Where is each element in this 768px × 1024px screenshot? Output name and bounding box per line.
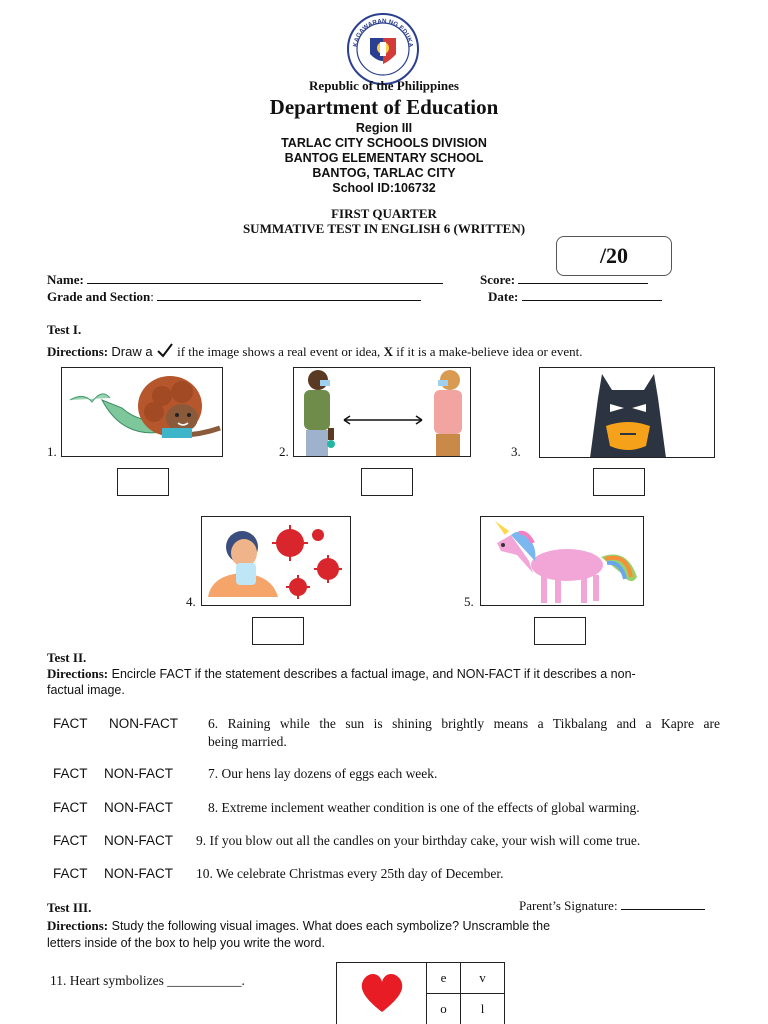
test1-dir-mid: if the image shows a real event or idea, [177,344,381,359]
letter-cell: l [461,994,505,1024]
test3-dir-text-1: Study the following visual images. What does each symbolize? Unscramble the [111,919,551,933]
seal-text: KAGAWARAN NG EDUKA [352,17,415,48]
address-line: BANTOG, TARLAC CITY [312,166,456,180]
question-11 [50,973,245,989]
question-11-text: 11. Heart symbolizes [50,973,164,988]
deped-seal-logo [346,12,420,86]
nonfact-choice-9[interactable]: NON-FACT [104,833,173,848]
fact-choice-10[interactable]: FACT [53,866,88,881]
test3-directions-line1 [47,918,550,934]
test1-dir-after: if it is a make-believe idea or event. [396,344,583,359]
grade-section-blank[interactable] [157,289,421,301]
unicorn-image [480,516,644,606]
test-title: SUMMATIVE TEST IN ENGLISH 6 (WRITTEN) [242,221,526,236]
statement-10: 10. We celebrate Christmas every 25th day of December. [196,866,504,881]
test3-directions-line2: letters inside of the box to help you write the word. [47,936,325,950]
statement-9: 9. If you blow out all the candles on your birthday cake, your wish will come true. [196,833,641,848]
region-line: Region III [355,121,413,135]
date-blank[interactable] [522,289,662,301]
test1-directions [47,342,582,360]
nonfact-choice-8[interactable]: NON-FACT [104,800,173,815]
statement-7: 7. Our hens lay dozens of eggs each week. [208,766,438,781]
letter-cell: e [427,963,461,994]
name-label: Name: [47,272,84,287]
test1-dir-before: Draw a [111,344,153,359]
test1-title: Test I. [47,322,82,337]
social-distancing-image [293,367,471,457]
grade-section-field[interactable] [47,289,421,305]
statement-6-line1: 6. Raining while the sun is shining brightly means a Tikbalang and a Kapre are [208,716,720,731]
quarter-line: FIRST QUARTER [331,206,437,221]
item-4-number: 4. [186,594,196,609]
nonfact-choice-7[interactable]: NON-FACT [104,766,173,781]
checkmark-icon [156,342,174,358]
score-blank[interactable] [518,272,648,284]
score-label: Score: [480,272,516,287]
heart-icon [358,970,406,1014]
item-2-number: 2. [279,444,289,459]
date-label: Date: [488,289,519,304]
question-11-blank[interactable]: ___________. [167,973,245,988]
test3-dir-label: Directions: [47,918,109,933]
parent-signature-field[interactable] [519,898,705,914]
score-field[interactable] [480,272,648,288]
item-5-number: 5. [464,594,474,609]
batman-mask-image [539,367,715,458]
test1-dir-label: Directions: [47,344,109,359]
letter-cell: o [427,994,461,1024]
nonfact-choice-10[interactable]: NON-FACT [104,866,173,881]
sneezing-virus-image [201,516,351,606]
fact-choice-6[interactable]: FACT [53,716,88,731]
republic-line: Republic of the Philippines [309,78,459,93]
grade-section-colon: : [150,289,154,304]
parent-signature-label: Parent’s Signature: [519,898,618,913]
department-title: Department of Education [269,95,499,119]
answer-box-5[interactable] [534,617,586,645]
test2-dir-text-1: Encircle FACT if the statement describes a factual image, and NON-FACT if it describes a non- [111,667,636,681]
test2-directions-line2: factual image. [47,683,125,697]
letter-cell: v [461,963,505,994]
total-score-box: /20 [556,236,672,276]
parent-signature-blank[interactable] [621,898,705,910]
fact-choice-9[interactable]: FACT [53,833,88,848]
scramble-table [336,962,505,1024]
test2-directions-line1 [47,666,636,682]
fact-choice-7[interactable]: FACT [53,766,88,781]
statement-8: 8. Extreme inclement weather condition is one of the effects of global warming. [208,800,640,815]
fact-choice-8[interactable]: FACT [53,800,88,815]
test2-title: Test II. [47,650,87,665]
name-field[interactable] [47,272,443,288]
answer-box-2[interactable] [361,468,413,496]
grade-section-label: Grade and Section [47,289,151,304]
mermaid-image [61,367,223,457]
division-line: TARLAC CITY SCHOOLS DIVISION [281,136,487,150]
test3-title: Test III. [47,900,92,915]
item-1-number: 1. [47,444,57,459]
item-3-number: 3. [511,444,521,459]
statement-6-line2: being married. [208,734,287,749]
test1-dir-x: X [383,344,393,359]
school-line: BANTOG ELEMENTARY SCHOOL [284,151,484,165]
nonfact-choice-6[interactable]: NON-FACT [109,716,178,731]
date-field[interactable] [488,289,662,305]
name-blank[interactable] [87,272,443,284]
answer-box-1[interactable] [117,468,169,496]
school-id-line: School ID:106732 [332,181,436,195]
heart-cell [337,963,427,1024]
answer-box-3[interactable] [593,468,645,496]
answer-box-4[interactable] [252,617,304,645]
test2-dir-label: Directions: [47,666,109,681]
